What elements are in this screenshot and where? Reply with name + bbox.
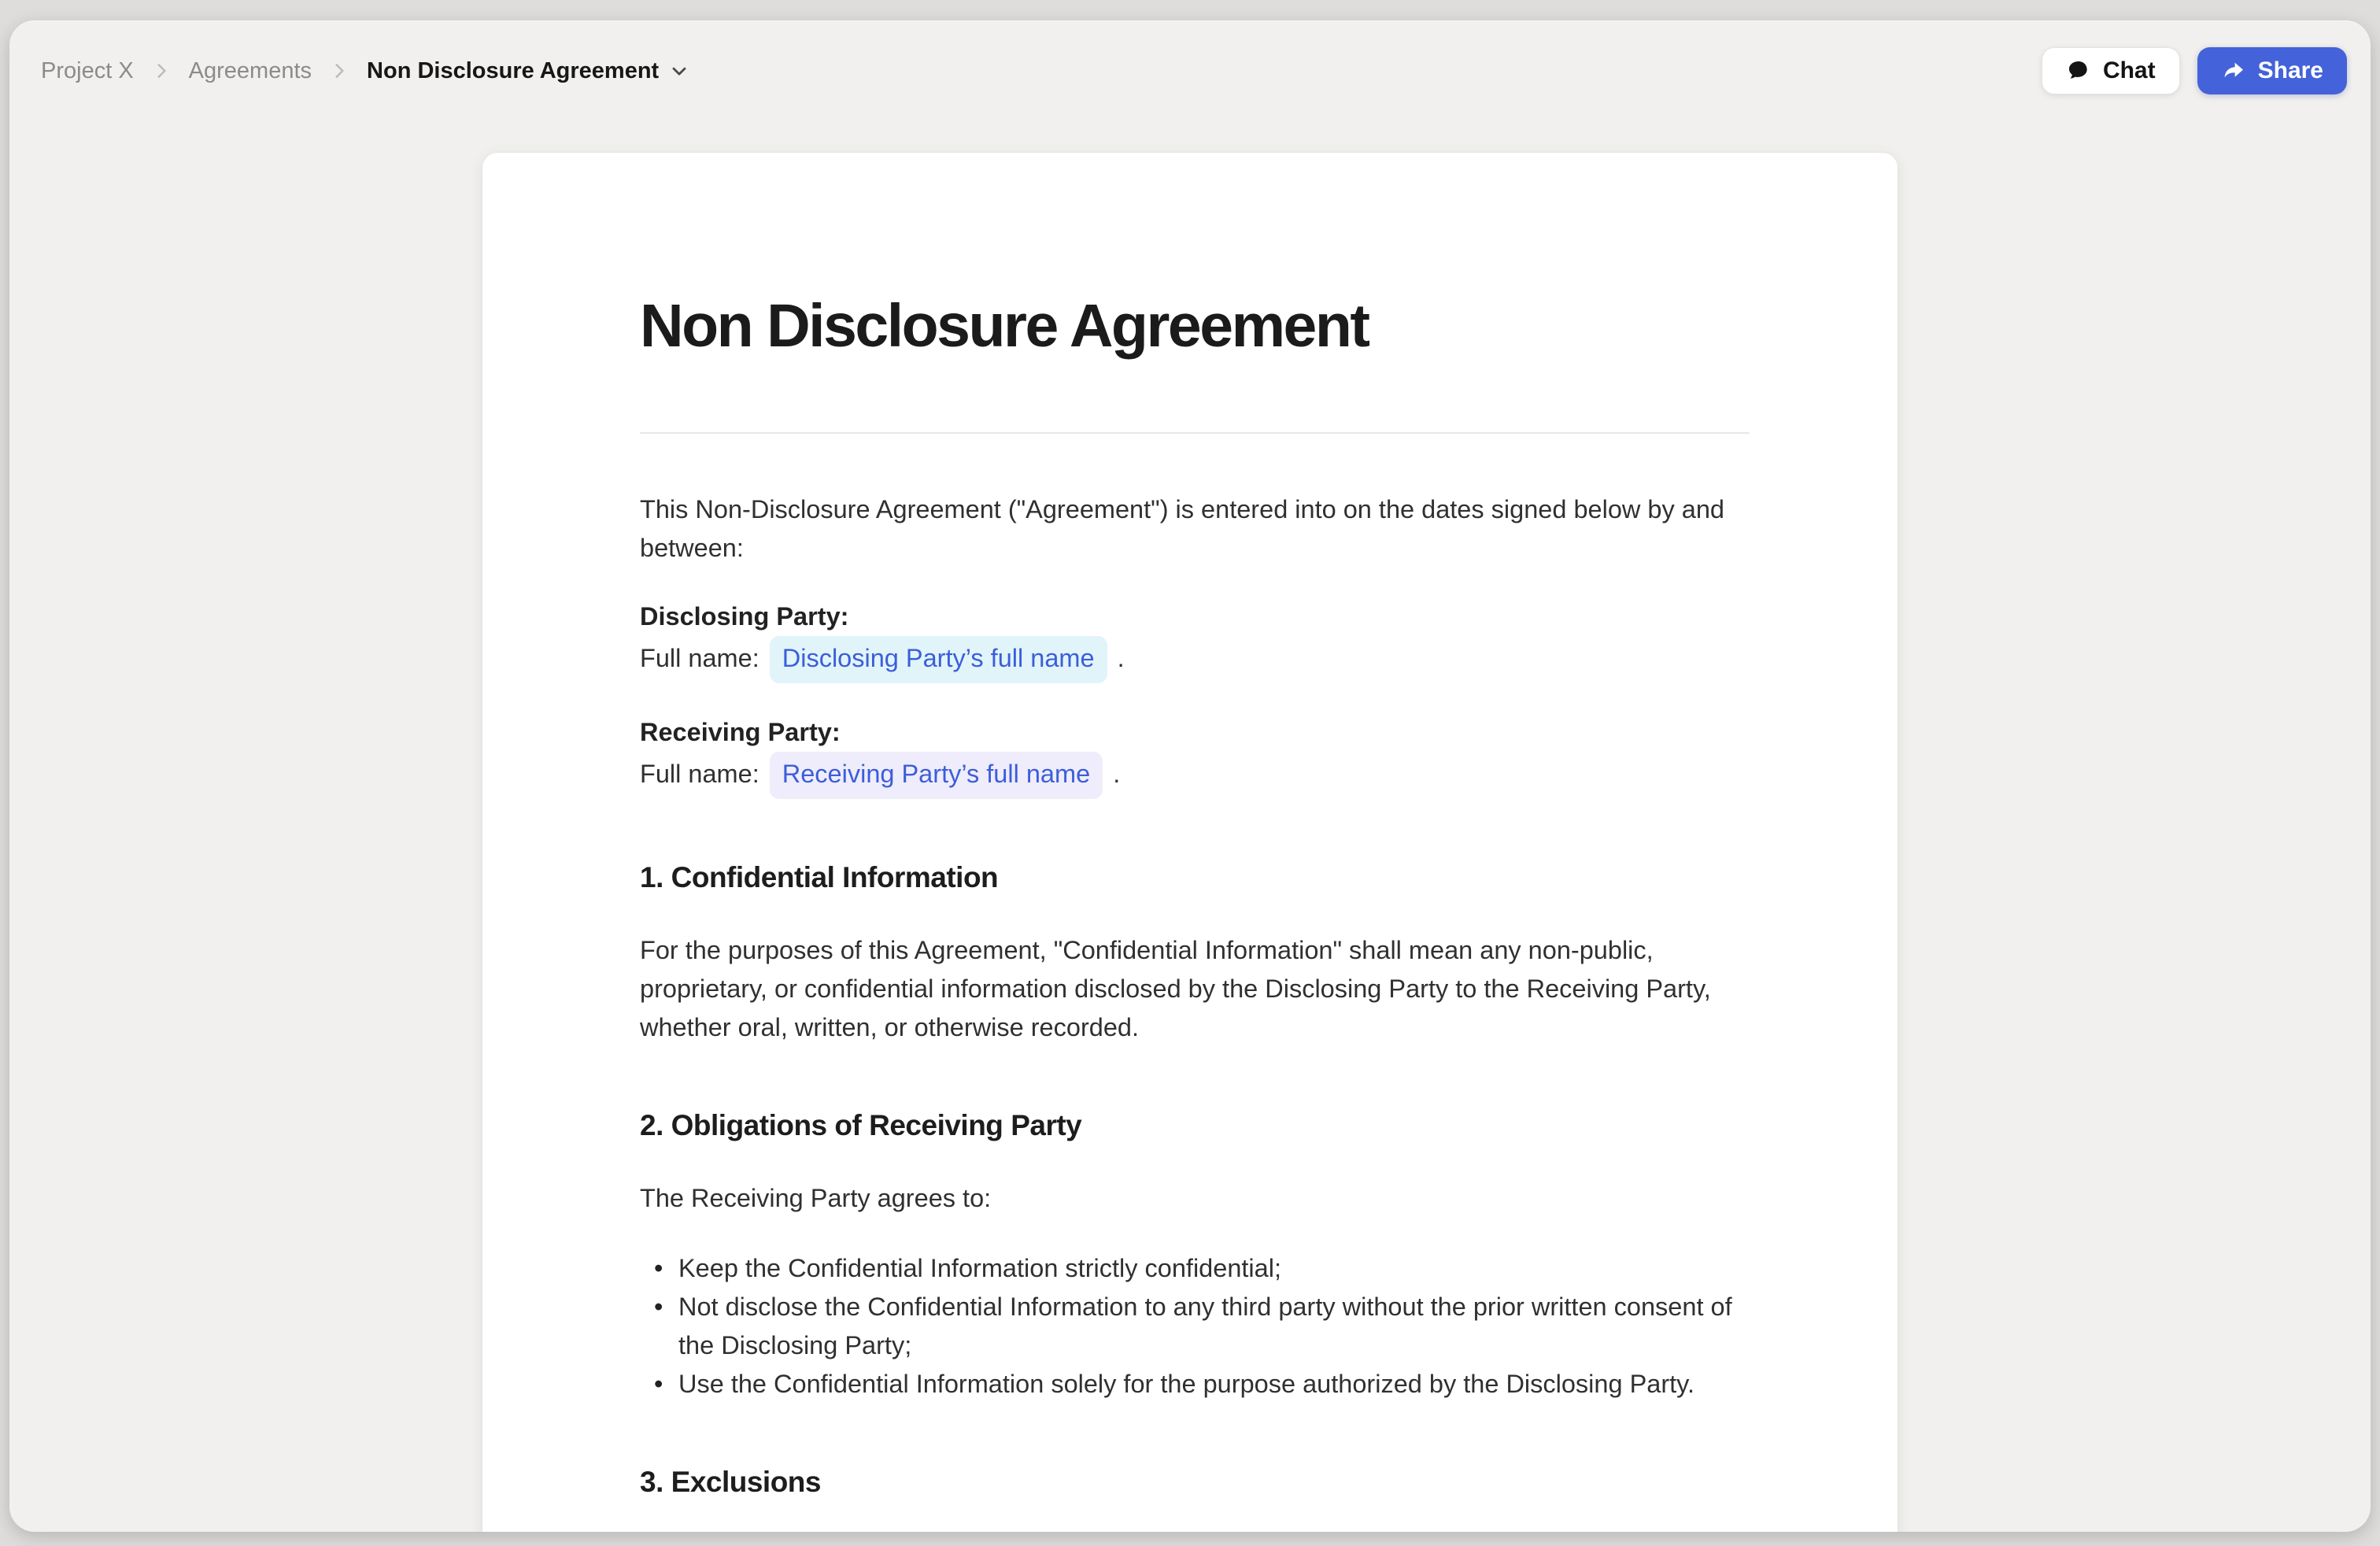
- fullname-suffix: .: [1117, 644, 1125, 672]
- section-1-paragraph[interactable]: For the purposes of this Agreement, "Confidential Information" shall mean any non-public, proprietary, or confidential information disclosed by the Disclosing Party to the Receiving Party, whether oral, written, or otherwise recorded.: [640, 936, 1711, 1041]
- breadcrumb: [41, 58, 690, 84]
- receiving-party-fullname-line: [640, 752, 1750, 799]
- app-window: [9, 20, 2371, 1532]
- receiving-party-block: [640, 713, 1750, 799]
- list-item[interactable]: • Keep the Confidential Information strictly confidential;: [640, 1249, 1750, 1288]
- disclosing-party-fullname-line: [640, 636, 1750, 683]
- breadcrumb-item-project[interactable]: Project X: [41, 57, 134, 83]
- chat-button[interactable]: [2042, 47, 2180, 94]
- fullname-suffix: .: [1113, 760, 1121, 788]
- breadcrumb-current-label: Non Disclosure Agreement: [367, 57, 660, 83]
- document-title[interactable]: Non Disclosure Agreement: [640, 292, 1369, 360]
- section-3-heading[interactable]: 3. Exclusions: [640, 1466, 821, 1498]
- section-2-heading[interactable]: 2. Obligations of Receiving Party: [640, 1109, 1082, 1141]
- receiving-party-label: Receiving Party:: [640, 718, 841, 746]
- fullname-field-label: Full name:: [640, 760, 759, 788]
- list-item[interactable]: • Use the Confidential Information solely for the purpose authorized by the Disclosing Party.: [640, 1365, 1750, 1404]
- title-divider: [640, 432, 1750, 434]
- chevron-right-icon: [151, 61, 172, 81]
- section-1-heading[interactable]: 1. Confidential Information: [640, 861, 999, 893]
- list-item[interactable]: • Not disclose the Confidential Information to any third party without the prior written consent of the Disclosing Party;: [640, 1288, 1750, 1365]
- share-button[interactable]: [2197, 47, 2347, 94]
- disclosing-party-block: [640, 597, 1750, 683]
- chevron-right-icon: [329, 61, 349, 81]
- breadcrumb-item-agreements[interactable]: Agreements: [188, 57, 312, 83]
- chevron-down-icon[interactable]: [668, 60, 690, 82]
- intro-paragraph[interactable]: This Non-Disclosure Agreement ("Agreement") is entered into on the dates signed below by and between:: [640, 495, 1724, 562]
- breadcrumb-current-document[interactable]: [367, 58, 690, 84]
- toolbar-actions: [2042, 47, 2347, 94]
- disclosing-party-name-field[interactable]: Disclosing Party’s full name: [770, 636, 1107, 683]
- chat-bubble-icon: [2066, 58, 2091, 83]
- fullname-field-label: Full name:: [640, 644, 759, 672]
- share-button-label: Share: [2257, 57, 2323, 83]
- obligations-bullet-list: [640, 1249, 1750, 1404]
- section-2-paragraph[interactable]: The Receiving Party agrees to:: [640, 1184, 992, 1212]
- disclosing-party-label: Disclosing Party:: [640, 602, 849, 631]
- document-content[interactable]: [482, 153, 1898, 1532]
- share-arrow-icon: [2221, 58, 2246, 83]
- receiving-party-name-field[interactable]: Receiving Party’s full name: [770, 752, 1103, 799]
- chat-button-label: Chat: [2102, 57, 2156, 83]
- document-card: [482, 152, 1898, 1532]
- top-bar: [9, 20, 2371, 121]
